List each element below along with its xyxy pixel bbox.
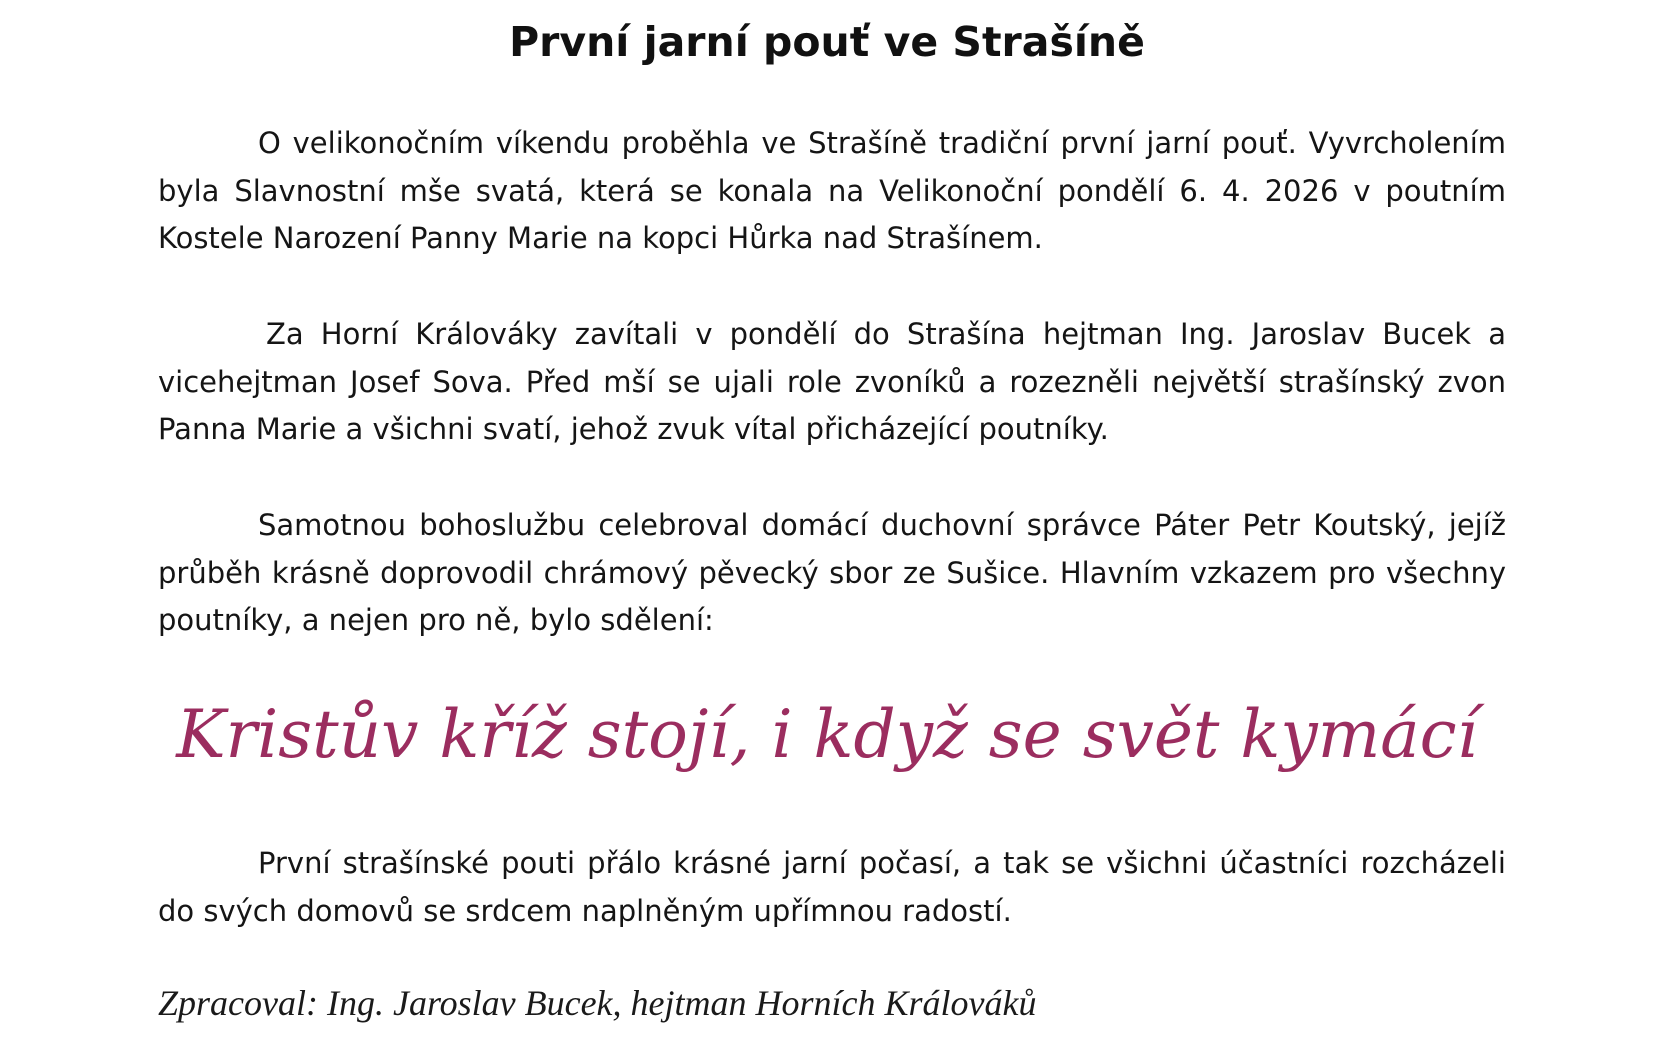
paragraph-mass-text: Samotnou bohoslužbu celebroval domácí duchovní správce Páter Petr Koutský, jejíž průběh krásně doprovodil chrámový pěvecký sbor ze Sušice. Hlavním vzkazem pro všechny poutníky, a nejen pro ně, bylo sdělení:	[158, 508, 1506, 637]
author-signature: Zpracoval: Ing. Jaroslav Bucek, hejtman Horních Králováků	[158, 983, 1037, 1023]
paragraph-mass	[158, 502, 1506, 645]
paragraph-intro	[158, 120, 1506, 263]
paragraph-guests	[158, 311, 1506, 454]
document-title: První jarní pouť ve Strašíně	[509, 18, 1145, 66]
paragraph-closing	[158, 840, 1506, 935]
paragraph-intro-text: O velikonočním víkendu proběhla ve Strašíně tradiční první jarní pouť. Vyvrcholením byla Slavnostní mše svatá, která se konala na Velikonoční pondělí 6. 4. 2026 v poutním Kostele Narození Panny Marie na kopci Hůrka nad Strašínem.	[158, 126, 1506, 255]
motto-quote: Kristův kříž stojí, i když se svět kymácí	[176, 696, 1478, 773]
paragraph-closing-text: První strašínské pouti přálo krásné jarní počasí, a tak se všichni účastníci rozcházeli do svých domovů se srdcem naplněným upřímnou radostí.	[158, 846, 1506, 928]
paragraph-guests-text: Za Horní Králováky zavítali v pondělí do Strašína hejtman Ing. Jaroslav Bucek a vicehejtman Josef Sova. Před mší se ujali role zvoníků a rozezněli největší strašínský zvon Panna Marie a všichni svatí, jehož zvuk vítal přicházející poutníky.	[158, 317, 1506, 446]
